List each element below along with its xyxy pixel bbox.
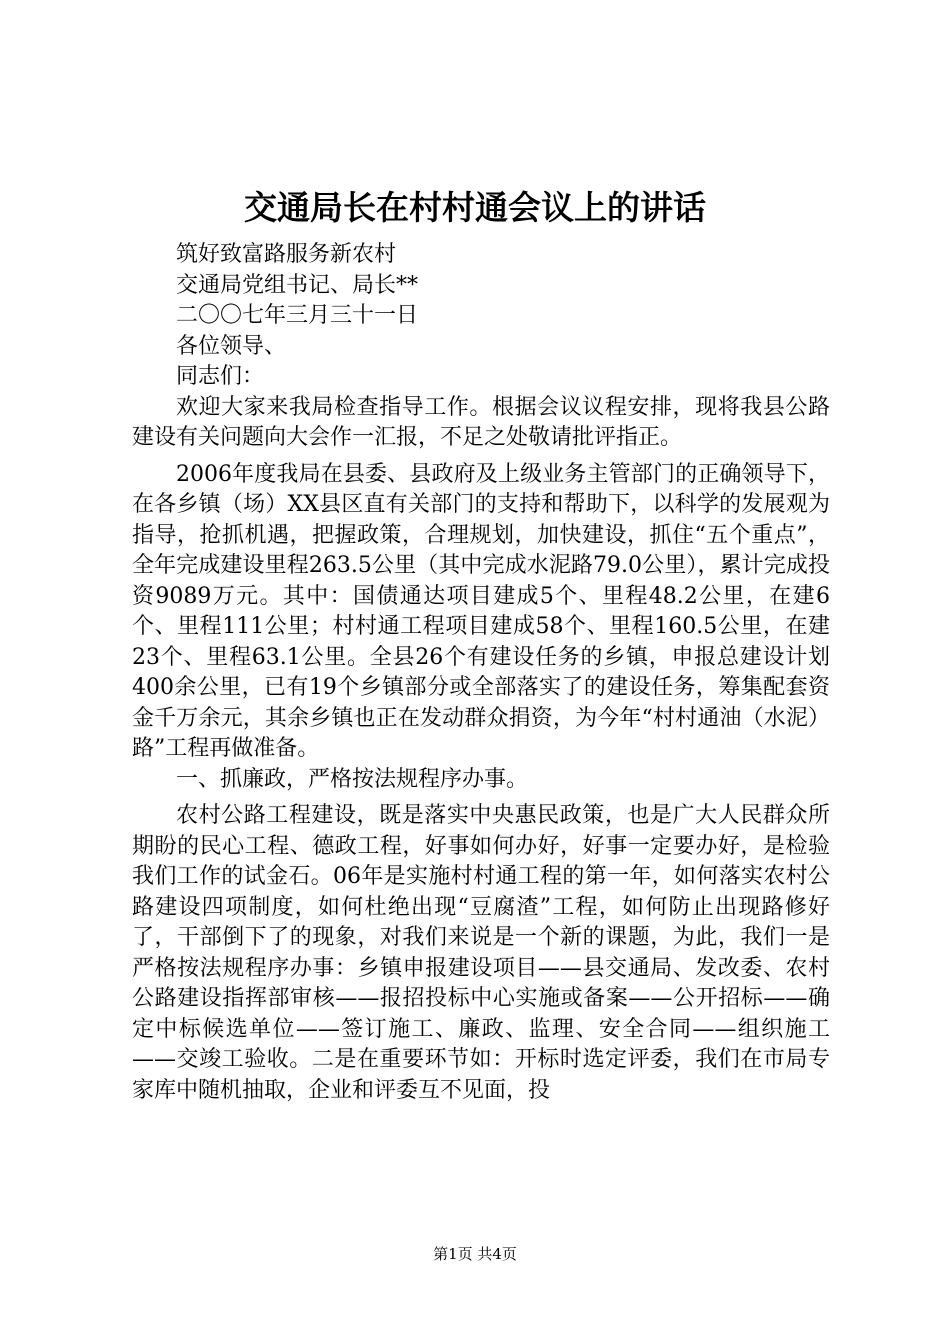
date-line: 二〇〇七年三月三十一日 <box>176 303 419 328</box>
salutation-line: 各位领导、 <box>176 333 287 359</box>
body-paragraph: 欢迎大家来我局检查指导工作。根据会议议程安排，现将我县公路建设有关问题向大会作一汇报，不足之处敬请批评指正。 <box>132 394 830 450</box>
subtitle-line: 筑好致富路服务新农村 <box>176 242 397 267</box>
document-body <box>132 240 830 1106</box>
salutation-line: 同志们： <box>176 364 265 389</box>
document-title: 交通局长在村村通会议上的讲话 <box>244 188 706 227</box>
author-line: 交通局党组书记、局长** <box>176 272 419 298</box>
section-heading: 一、抓廉政，严格按法规程序办事。 <box>176 766 529 792</box>
body-paragraph: 2006年度我局在县委、县政府及上级业务主管部门的正确领导下，在各乡镇（场）XX县区直有关部门的支持和帮助下，以科学的发展观为指导，抢抓机遇，把握政策，合理规划，加快建设，抓住“五个重点”，全年完成建设里程263.5公里（其中完成水泥路79.0公里），累计完成投资9089万元。其中：国债通达项目建成5个、里程48.2公里，在建6个、里程111公里；村村通工程项目建成58个、里程160.5公里，在建23个、里程63.1公里。全县26个有建设任务的乡镇，申报总建设计划400余公里，已有19个乡镇部分或全部落实了的建设任务，筹集配套资金千万余元，其余乡镇也正在发动群众捐资，为今年“村村通油（水泥）路”工程再做准备。 <box>132 461 830 761</box>
body-paragraph: 农村公路工程建设，既是落实中央惠民政策，也是广大人民群众所期盼的民心工程、德政工程，好事如何办好，好事一定要办好，是检验我们工作的试金石。06年是实施村村通工程的第一年，如何落实农村公路建设四项制度，如何杜绝出现“豆腐渣”工程，如何防止出现路修好了，干部倒下了的现象，对我们来说是一个新的课题，为此，我们一是严格按法规程序办事：乡镇申报建设项目——县交通局、发改委、农村公路建设指挥部审核——报招投标中心实施或备案——公开招标——确定中标候选单位——签订施工、廉政、监理、安全合同——组织施工——交竣工验收。二是在重要环节如：开标时选定评委，我们在市局专家库中随机抽取，企业和评委互不见面，投 <box>132 803 830 1103</box>
page-number: 第1页 共4页 <box>433 1245 517 1263</box>
